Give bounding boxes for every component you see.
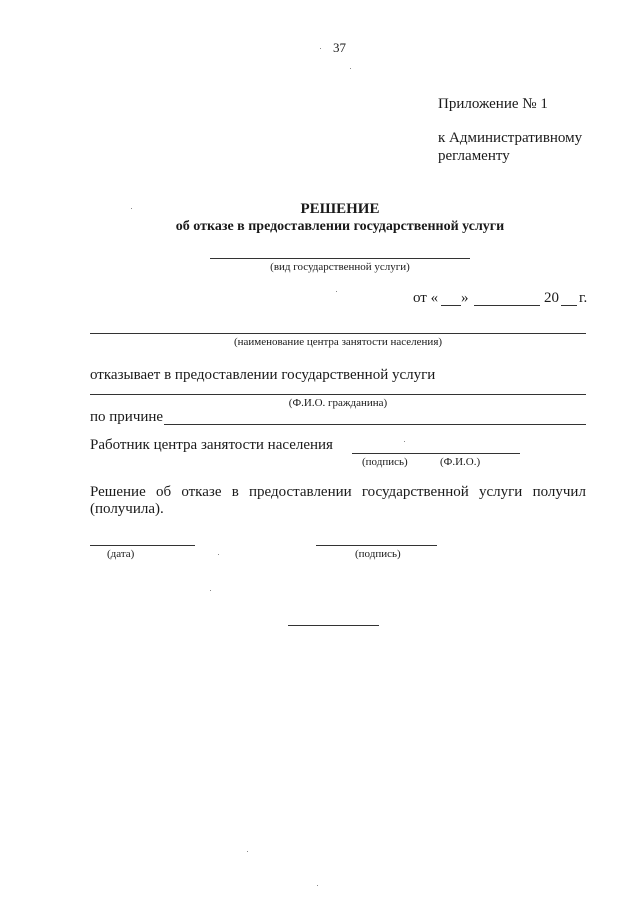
scan-speck [404,441,405,442]
document-subtitle: об отказе в предоставлении государственной услуги [175,219,505,234]
worker-signature-caption: (подпись) [362,456,408,468]
refuses-text: отказывает в предоставлении государственной услуги [90,367,436,383]
date-year-suffix: г. [579,290,588,306]
scan-speck [210,590,211,591]
citizen-fio-line [90,394,586,395]
center-name-line [90,333,586,334]
appendix-title: Приложение № 1 [438,96,548,112]
appendix-reference-line1: к Административному [438,130,583,146]
received-word: получил [532,484,586,500]
receipt-signature-line [316,545,437,546]
receipt-signature-caption: (подпись) [355,548,401,560]
date-month-blank [474,305,540,306]
service-type-line [210,258,470,259]
worker-fio-caption: (Ф.И.О.) [440,456,481,468]
page-number: 37 [333,40,346,55]
date-prefix: от « [413,290,439,306]
scan-speck [350,68,351,69]
received-statement-line1 [90,484,586,501]
received-word: государственной [361,484,469,500]
service-type-caption: (вид государственной услуги) [270,261,410,273]
document-title: РЕШЕНИЕ [300,201,380,217]
received-word: Решение [90,484,146,500]
scan-speck [320,48,321,49]
scan-speck [247,851,248,852]
received-statement-line2: (получила). [90,501,164,517]
received-word: отказе [181,484,222,500]
appendix-reference-line2: регламенту [438,148,510,164]
center-name-caption: (наименование центра занятости населения) [233,336,443,348]
received-word: в [231,484,239,500]
scan-speck [336,291,337,292]
reason-label: по причине [90,409,164,425]
date-year-blank [561,305,577,306]
date-quote-close: » [461,290,469,306]
received-word: услуги [479,484,523,500]
scan-speck [317,885,318,886]
worker-signature-line [352,453,520,454]
end-of-document-rule [288,625,379,626]
citizen-fio-caption: (Ф.И.О. гражданина) [288,397,388,409]
scan-speck [218,554,219,555]
worker-label: Работник центра занятости населения [90,437,333,453]
date-day-blank [441,305,461,306]
receipt-date-caption: (дата) [107,548,135,560]
date-year-prefix: 20 [544,290,559,306]
reason-line [164,424,586,425]
received-word: об [155,484,172,500]
scan-speck [131,208,132,209]
received-word: предоставлении [249,484,352,500]
receipt-date-line [90,545,195,546]
